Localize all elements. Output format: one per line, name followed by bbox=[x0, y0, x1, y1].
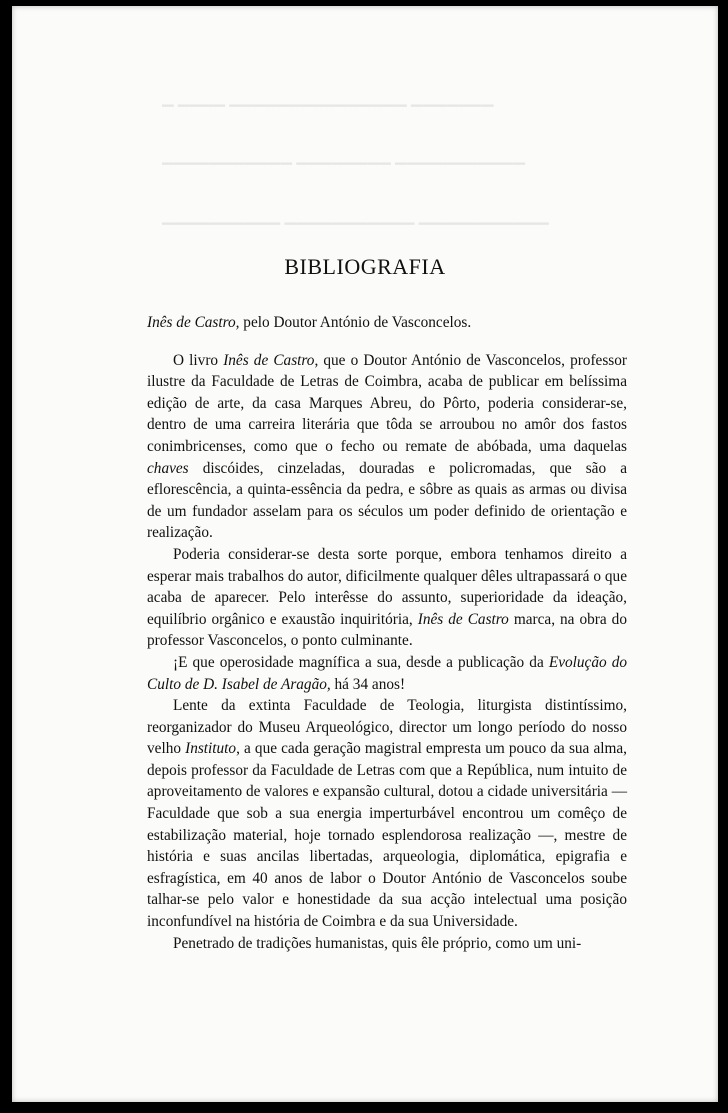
body-paragraph bbox=[147, 544, 627, 652]
text-segment: O livro bbox=[173, 351, 224, 369]
reference-book-title: Inês de Castro, bbox=[147, 314, 240, 331]
text-segment: Poderia considerar-se desta sorte porque, embora tenhamos direito a esperar mais trabalhos do autor, dificilmente qualquer dêles ultrapassará o que acaba de aparecer. Pelo interêsse do assunto, superioridade da ideação, equilíbrio orgânico e exaustão inquiritória, bbox=[147, 545, 627, 628]
italic-segment: Instituto bbox=[185, 740, 237, 758]
italic-segment: chaves bbox=[147, 459, 189, 477]
text-segment: há 34 anos! bbox=[330, 675, 406, 693]
reference-author: pelo Doutor António de Vasconcelos. bbox=[239, 314, 472, 331]
bleed-through-line: ▁ ▁▁▁▁ ▁▁▁▁▁▁▁▁▁▁▁▁▁▁▁ ▁▁▁▁▁▁▁ bbox=[162, 91, 494, 107]
text-segment: marca, na obra do professor Vasconcelos, o ponto culminante. bbox=[147, 610, 627, 650]
body-paragraph bbox=[147, 350, 627, 544]
text-segment: discóides, cinzeladas, douradas e policromadas, que são a eflorescência, a quinta-essência da pedra, e sôbre as quais as armas ou divisa de um fundador asselam para os séculos um poder definido de orientação e realização. bbox=[147, 459, 627, 542]
text-segment: Lente da extinta Faculdade de Teologia, liturgista distintíssimo, reorganizador do Museu Arqueológico, director um longo período do nosso velho bbox=[147, 697, 627, 758]
paragraph-list bbox=[147, 350, 627, 955]
body-paragraph bbox=[147, 652, 627, 695]
bleed-through-line: ▁▁▁▁▁▁▁▁▁▁▁ ▁▁▁▁▁▁▁▁ ▁▁▁▁▁▁▁▁▁▁▁ bbox=[162, 149, 526, 165]
text-segment: , que o Doutor António de Vasconcelos, professor ilustre da Faculdade de Letras de Coimbra, acaba de publicar em belíssima edição de arte, da casa Marques Abreu, do Pôrto, poderia considerar-se, dentro de uma carreira literária que tôda se arroubou no amôr dos fastos conimbricenses, como que o fecho ou remate de abóbada, uma daquelas bbox=[147, 351, 627, 455]
italic-segment: Inês de Castro bbox=[417, 610, 509, 628]
book-page bbox=[12, 6, 718, 1102]
bibliographic-reference bbox=[147, 312, 627, 334]
italic-segment: Evolução do Culto de D. Isabel de Aragão, bbox=[147, 653, 627, 693]
section-title: BIBLIOGRAFIA bbox=[284, 254, 446, 279]
text-segment: ¡E que operosidade magnífica a sua, desde a publicação da bbox=[173, 653, 549, 671]
text-segment: Penetrado de tradições humanistas, quis êle próprio, como um uni- bbox=[173, 934, 582, 952]
text-segment: , a que cada geração magistral empresta um pouco da sua alma, depois professor da Faculdade de Letras com que a República, num intuito de aproveitamento de valores e expansão cultural, dotou a cidade universitária — Faculdade que sob a sua energia imperturbável encontrou um comêço de estabilização material, hoje tornado esplendorosa realização —, mestre de história e suas ancilas libertadas, arqueologia, diplomática, epigrafia e esfragística, em 40 anos de labor o Doutor António de Vasconcelos soube talhar-se pelo valor e honestidade da sua acção intelectual uma posição inconfundível na história de Coimbra e da sua Universidade. bbox=[147, 740, 627, 931]
body-paragraph bbox=[147, 933, 627, 955]
body-paragraph bbox=[147, 695, 627, 933]
italic-segment: Inês de Castro bbox=[223, 351, 315, 369]
article-body bbox=[147, 312, 627, 954]
bleed-through-line: ▁▁▁▁▁▁▁▁▁▁ ▁▁▁▁▁▁▁▁▁▁▁ ▁▁▁▁▁▁▁▁▁▁▁ bbox=[162, 209, 549, 225]
